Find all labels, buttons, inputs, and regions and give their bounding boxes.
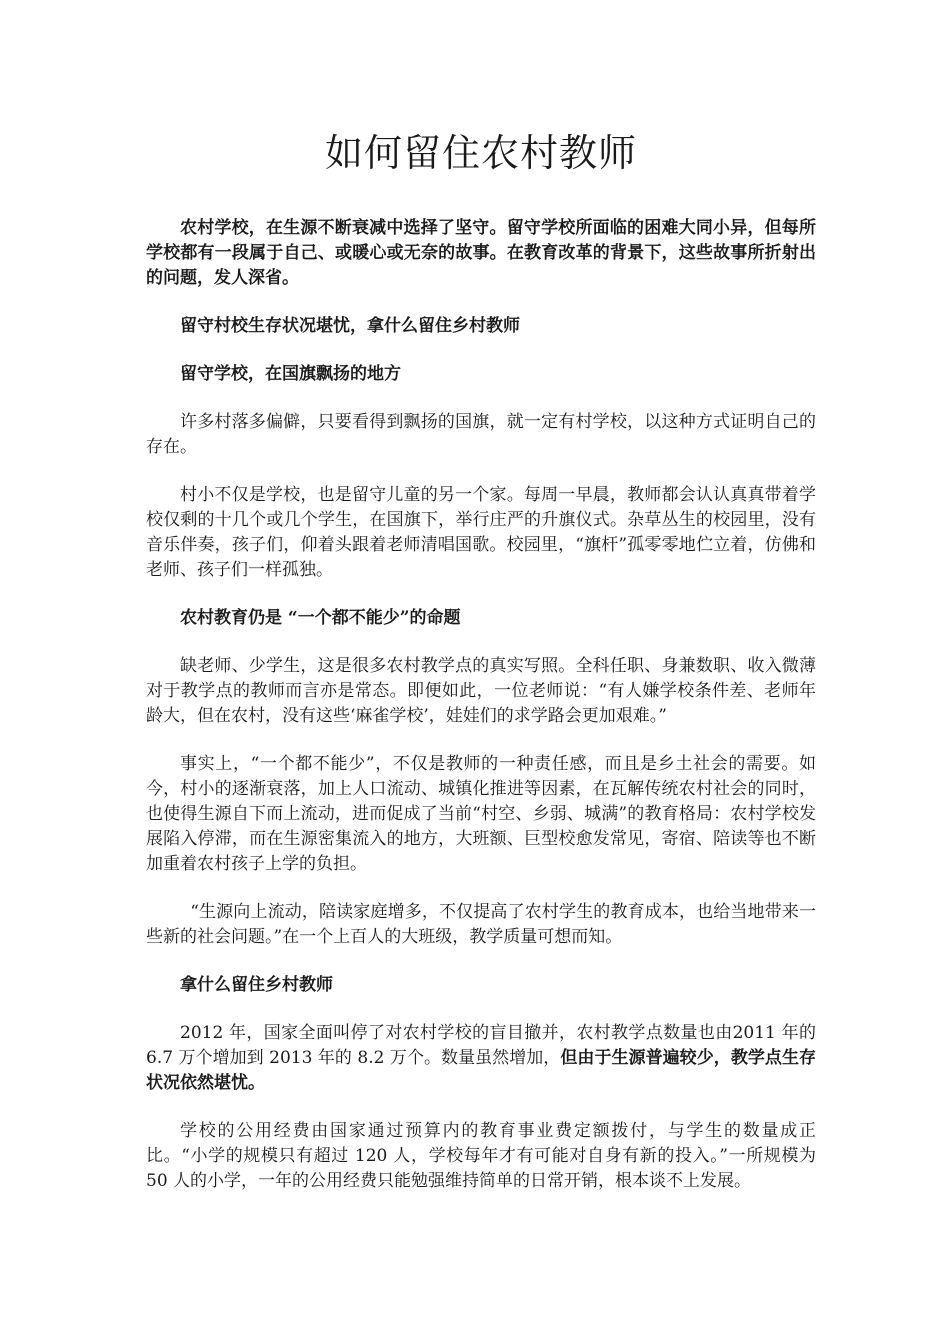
paragraph-1: 许多村落多偏僻，只要看得到飘扬的国旗，就一定有村学校，以这种方式证明自己的存在。 — [146, 412, 816, 457]
paragraph-3: 缺老师、少学生，这是很多农村教学点的真实写照。全科任职、身兼数职、收入微薄对于教学点的教师而言亦是常态。即便如此，一位老师说：“有人嫌学校条件差、老师年龄大，但在农村，没有这些‘麻雀学校’，娃娃们的求学路会更加艰难。” — [146, 656, 816, 726]
paragraph-5: “生源向上流动，陪读家庭增多，不仅提高了农村学生的教育成本，也给当地带来一些新的社会问题。”在一个上百人的大班级，教学质量可想而知。 — [146, 902, 816, 947]
section-heading-1: 留守村校生存状况堪忧，拿什么留住乡村教师 — [180, 316, 520, 336]
paragraph-6-emphasis: 但由于生源普遍较少，教学点生存状况依然堪忧。 — [146, 1048, 816, 1093]
section-heading-4: 拿什么留住乡村教师 — [180, 975, 333, 995]
section-heading-3: 农村教育仍是 “一个都不能少”的命题 — [180, 608, 461, 628]
document-title: 如何留住农村教师 — [324, 131, 637, 175]
paragraph-4: 事实上，“一个都不能少”，不仅是教师的一种责任感，而且是乡土社会的需要。如今，村小的逐渐衰落，加上人口流动、城镇化推进等因素，在瓦解传统农村社会的同时，也使得生源自下而上流动，进而促成了当前“村空、乡弱、城满”的教育格局：农村学校发展陷入停滞，而在生源密集流入的地方，大班额、巨型校愈发常见，寄宿、陪读等也不断加重着农村孩子上学的负担。 — [146, 754, 816, 874]
document-page — [146, 118, 816, 1217]
intro-paragraph: 农村学校，在生源不断衰减中选择了坚守。留守学校所面临的困难大同小异，但每所学校都有一段属于自己、或暖心或无奈的故事。在教育改革的背景下，这些故事所折射出的问题，发人深省。 — [146, 218, 816, 288]
paragraph-6-text: 2012 年，国家全面叫停了对农村学校的盲目撤并，农村教学点数量也由2011 年的 6.7 万个增加到 2013 年的 8.2 万个。数量虽然增加， — [146, 1023, 816, 1068]
paragraph-6 — [146, 1021, 816, 1096]
paragraph-7: 学校的公用经费由国家通过预算内的教育事业费定额拨付，与学生的数量成正比。“小学的规模只有超过 120 人，学校每年才有可能对自身有新的投入。”一所规模为 50 人的小学，一年的公用经费只能勉强维持简单的日常开销，根本谈不上发展。 — [146, 1121, 816, 1191]
section-heading-2: 留守学校，在国旗飘扬的地方 — [180, 364, 401, 384]
paragraph-2: 村小不仅是学校，也是留守儿童的另一个家。每周一早晨，教师都会认认真真带着学校仅剩的十几个或几个学生，在国旗下，举行庄严的升旗仪式。杂草丛生的校园里，没有音乐伴奏，孩子们，仰着头跟着老师清唱国歌。校园里，“旗杆”孤零零地伫立着，仿佛和老师、孩子们一样孤独。 — [146, 485, 816, 580]
